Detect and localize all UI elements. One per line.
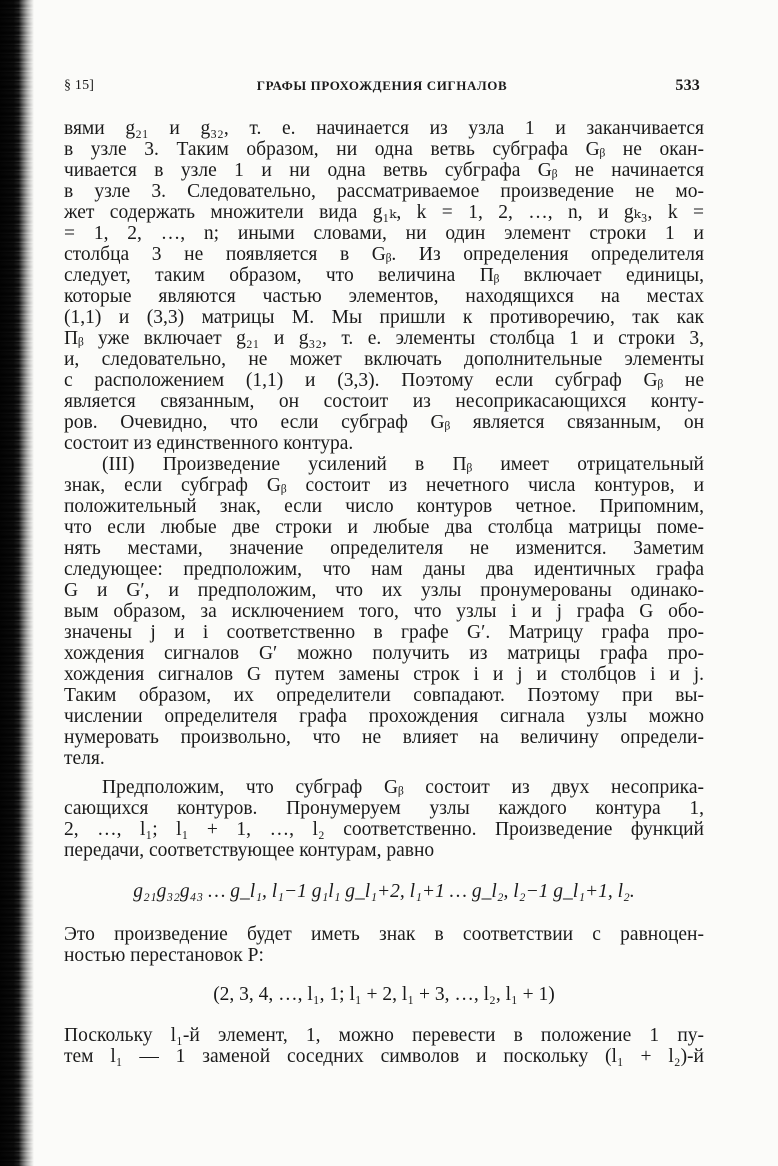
- text-line: является связанным, он состоит из несоприкасающихся конту-: [64, 391, 704, 412]
- text-line: (1,1) и (3,3) матрицы M. Мы пришли к противоречию, так как: [64, 307, 704, 328]
- scan-binding-edge: [0, 0, 34, 1166]
- text-line: теля.: [64, 748, 105, 769]
- page-number: 533: [675, 77, 700, 94]
- section-marker: § 15]: [64, 78, 95, 93]
- chapter-title: ГРАФЫ ПРОХОЖДЕНИЯ СИГНАЛОВ: [256, 78, 508, 93]
- text-line: в узле 3. Таким образом, ни одна ветвь субграфа Gᵦ не окан-: [64, 139, 704, 160]
- text-line: положительный знак, если число контуров четное. Припомним,: [64, 496, 704, 517]
- text-line: которые являются частью элементов, находящихся на местах: [64, 286, 704, 307]
- text-line: Это произведение будет иметь знак в соответствии с равноцен-: [64, 924, 704, 945]
- text-line: в узле 3. Следовательно, рассматриваемое произведение не мо-: [64, 181, 704, 202]
- text-line: состоит из единственного контура.: [64, 433, 354, 454]
- text-line: = 1, 2, …, n; иными словами, ни один элемент строки 1 и: [64, 223, 704, 244]
- paragraph-3: [64, 777, 704, 861]
- text-line: Пᵦ уже включает g₂₁ и g₃₂, т. е. элементы столбца 1 и строки 3,: [64, 328, 704, 349]
- page-body: [64, 118, 704, 1067]
- text-line: передачи, соответствующее контурам, равно: [64, 840, 435, 861]
- text-line: знак, если субграф Gᵦ состоит из нечетного числа контуров, и: [64, 475, 704, 496]
- text-line: чивается в узле 1 и ни одна ветвь субграфа Gᵦ не начинается: [64, 160, 704, 181]
- text-line: (III) Произведение усилений в Пᵦ имеет отрицательный: [102, 454, 704, 475]
- text-line: значены j и i соответственно в графе G′. Матрицу графа про-: [64, 622, 704, 643]
- text-line: хождения сигналов G′ можно получить из матрицы графа про-: [64, 643, 704, 664]
- text-line: жет содержать множители вида g₁ₖ, k = 1, 2, …, n, и gₖ₃, k =: [64, 202, 704, 223]
- text-line: столбца 3 не появляется в Gᵦ. Из определения определителя: [64, 244, 704, 265]
- text-line: нумеровать произвольно, что не влияет на величину определи-: [64, 727, 704, 748]
- text-line: хождения сигналов G путем замены строк i и j и столбцов i и j.: [64, 664, 704, 685]
- text-line: сающихся контуров. Пронумеруем узлы каждого контура 1,: [64, 798, 704, 819]
- formula-permutation: (2, 3, 4, …, l₁, 1; l₁ + 2, l₁ + 3, …, l₂, l₁ + 1): [213, 984, 555, 1005]
- text-line: G и G′, и предположим, что их узлы пронумерованы одинако-: [64, 580, 704, 601]
- text-line: ров. Очевидно, что если субграф Gᵦ является связанным, он: [64, 412, 704, 433]
- text-line: Предположим, что субграф Gᵦ состоит из двух несоприка-: [102, 777, 704, 798]
- text-line: следует, таким образом, что величина Пᵦ включает единицы,: [64, 265, 704, 286]
- text-line: тем l₁ — 1 заменой соседних символов и поскольку (l₁ + l₂)-й: [64, 1046, 704, 1067]
- paragraph-2: [64, 454, 704, 769]
- running-header: [64, 78, 700, 100]
- text-line: с расположением (1,1) и (3,3). Поэтому если субграф Gᵦ не: [64, 370, 704, 391]
- paragraph-5: [64, 1025, 704, 1067]
- text-line: ностью перестановок P:: [64, 945, 264, 966]
- text-line: и, следовательно, не может включать дополнительные элементы: [64, 349, 704, 370]
- text-line: вым образом, за исключением того, что узлы i и j графа G обо-: [64, 601, 704, 622]
- text-line: Таким образом, их определители совпадают. Поэтому при вы-: [64, 685, 704, 706]
- text-line: вями g₂₁ и g₃₂, т. е. начинается из узла 1 и заканчивается: [64, 118, 704, 139]
- text-line: Поскольку l₁-й элемент, 1, можно перевести в положение 1 пу-: [64, 1025, 704, 1046]
- text-line: что если любые две строки и любые два столбца матрицы поме-: [64, 517, 704, 538]
- text-line: 2, …, l₁; l₁ + 1, …, l₂ соответственно. Произведение функций: [64, 819, 704, 840]
- paragraph-gap: [64, 769, 704, 777]
- paragraph-4: [64, 924, 704, 966]
- formula-product: g₂₁g₃₂g₄₃ … g_l₁, l₁−1 g₁l₁ g_l₁+2, l₁+1 … g_l₂, l₂−1 g_l₁+1, l₂.: [133, 881, 635, 902]
- paragraph-1: [64, 118, 704, 454]
- text-line: числении определителя графа прохождения сигнала узлы можно: [64, 706, 704, 727]
- text-line: следующее: предположим, что нам даны два идентичных графа: [64, 559, 704, 580]
- text-line: нять местами, значение определителя не изменится. Заметим: [64, 538, 704, 559]
